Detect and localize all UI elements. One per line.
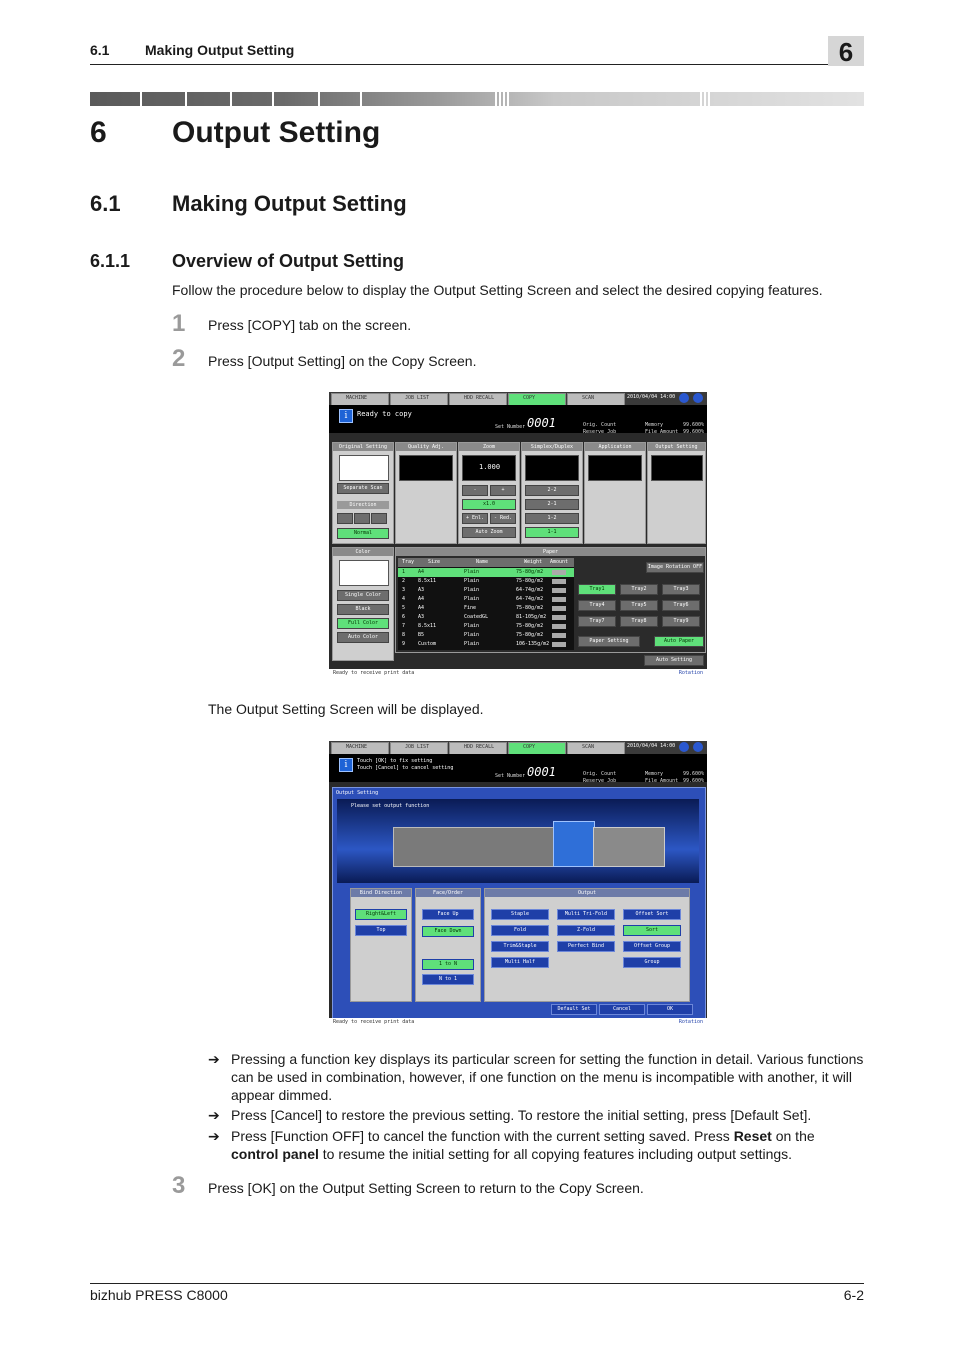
- tray-select-button[interactable]: Tray4: [578, 600, 616, 611]
- auto-setting-button[interactable]: Auto Setting: [644, 655, 704, 666]
- file-amount-label: File Amount: [645, 429, 679, 435]
- paper-amount-indicator: [552, 588, 566, 593]
- image-rotation-button[interactable]: Image Rotation OFF: [646, 562, 704, 573]
- help-icon[interactable]: [679, 393, 689, 403]
- tray-row[interactable]: 8 B5 Plain 75-80g/m2: [398, 631, 574, 640]
- datetime: 2010/04/04 14:00: [627, 743, 676, 749]
- color-preview[interactable]: [339, 560, 389, 586]
- note-item: [208, 1127, 864, 1163]
- tray-select-button[interactable]: Tray3: [662, 584, 700, 595]
- direction-button[interactable]: [354, 513, 370, 524]
- simplex-duplex-panel: Simplex/Duplex 2-2 2-1 1-2 1-1: [521, 442, 583, 544]
- reserve-job-label: Reserve Job: [583, 429, 617, 435]
- offset-group-button[interactable]: Offset Group: [623, 941, 681, 952]
- power-icon[interactable]: [693, 742, 703, 752]
- tab-job-list[interactable]: JOB LIST: [390, 742, 448, 755]
- output-setting-preview[interactable]: [651, 455, 703, 481]
- memory-label: Memory: [645, 771, 664, 777]
- tray-row[interactable]: 3 A3 Plain 64-74g/m2: [398, 586, 574, 595]
- file-amount-value: 99.600%: [683, 778, 705, 784]
- datetime: 2010/04/04 14:00: [627, 394, 676, 400]
- enlarge-button[interactable]: + Enl.: [462, 513, 488, 524]
- step-text: Press [OK] on the Output Setting Screen to return to the Copy Screen.: [208, 1180, 644, 1196]
- application-panel: Application: [584, 442, 646, 544]
- fold-button[interactable]: Fold: [491, 925, 549, 936]
- auto-zoom-button[interactable]: Auto Zoom: [462, 527, 516, 538]
- tab-scan[interactable]: SCAN: [567, 742, 625, 755]
- duplex-2-1-button[interactable]: 2-1: [525, 499, 579, 510]
- step-text: Press [Output Setting] on the Copy Screen.: [208, 353, 477, 369]
- memory-value: 99.600%: [683, 771, 705, 777]
- tab-scan[interactable]: SCAN: [567, 393, 625, 406]
- chapter-decoration-bar: [90, 92, 864, 106]
- face-up-button[interactable]: Face Up: [422, 909, 474, 920]
- zoom-display[interactable]: 1.000: [462, 455, 516, 481]
- quality-preview[interactable]: [399, 455, 453, 481]
- step-number: 2: [172, 345, 186, 372]
- note-text: Press [Function OFF] to cancel the function with the current setting saved. Press Reset on the control panel to resume the initial setting for all copying features including output settings.: [231, 1128, 815, 1162]
- intro-paragraph: Follow the procedure below to display the Output Setting Screen and select the desired copying features.: [172, 282, 823, 298]
- subsection-number: 6.1.1: [90, 251, 131, 271]
- staple-button[interactable]: Staple: [491, 909, 549, 920]
- duplex-preview[interactable]: [525, 455, 579, 481]
- set-number-label: Set Number: [495, 773, 526, 779]
- subsection-title: Overview of Output Setting: [172, 251, 405, 271]
- machine-illustration: [337, 799, 699, 883]
- auto-color-button[interactable]: Auto Color: [337, 632, 389, 643]
- main-body-icon: [593, 827, 665, 867]
- note-item: [208, 1106, 864, 1124]
- paper-amount-indicator: [552, 597, 566, 602]
- duplex-1-1-button[interactable]: 1-1: [525, 527, 579, 538]
- original-preview[interactable]: [339, 455, 389, 481]
- tray-select-button[interactable]: Tray7: [578, 616, 616, 627]
- tab-bar: [329, 392, 707, 405]
- quality-adj-panel: Quality Adj.: [395, 442, 457, 544]
- tab-bar: [329, 741, 707, 754]
- bind-right-left-button[interactable]: Right&Left: [355, 909, 407, 920]
- set-number-label: Set Number: [495, 424, 526, 430]
- separate-scan-button[interactable]: Separate Scan: [337, 483, 389, 494]
- note-item: [208, 1050, 864, 1104]
- tray-row[interactable]: 1 A4 Plain 75-80g/m2: [398, 568, 574, 577]
- result-text: The Output Setting Screen will be displayed.: [208, 701, 484, 717]
- status-message: Ready to copy: [357, 410, 412, 418]
- color-panel: Color Single Color Black Full Color Auto Color: [332, 547, 394, 661]
- power-icon[interactable]: [693, 393, 703, 403]
- z-fold-button[interactable]: Z-Fold: [557, 925, 615, 936]
- group-button[interactable]: Group: [623, 957, 681, 968]
- trim-staple-button[interactable]: Trim&Staple: [491, 941, 549, 952]
- arrow-icon: ➔: [208, 1128, 220, 1144]
- ok-button[interactable]: OK: [647, 1004, 693, 1015]
- memory-label: Memory: [645, 422, 664, 428]
- reserve-job-label: Reserve Job: [583, 778, 617, 784]
- tray-row[interactable]: 2 8.5x11 Plain 75-80g/m2: [398, 577, 574, 586]
- tray-select-button[interactable]: Tray9: [662, 616, 700, 627]
- status-message-line1: Touch [OK] to fix setting: [357, 758, 433, 764]
- tray-row[interactable]: 6 A3 CoatedGL 81-105g/m2: [398, 613, 574, 622]
- multi-tri-fold-button[interactable]: Multi Tri-Fold: [557, 909, 615, 920]
- chapter-title: Output Setting: [172, 116, 381, 149]
- paper-amount-indicator: [552, 624, 566, 629]
- paper-amount-indicator: [552, 633, 566, 638]
- bind-top-button[interactable]: Top: [355, 925, 407, 936]
- offset-sort-button[interactable]: Offset Sort: [623, 909, 681, 920]
- paper-amount-indicator: [552, 615, 566, 620]
- tray-table: [398, 558, 574, 650]
- header-section-number: 6.1: [90, 42, 110, 58]
- footer-page-number: 6-2: [843, 1287, 864, 1303]
- tray-select-button[interactable]: Tray1: [578, 584, 616, 595]
- face-down-button[interactable]: Face Down: [422, 926, 474, 937]
- arrow-icon: ➔: [208, 1107, 220, 1123]
- status-bar: Ready to receive print data Rotation: [329, 669, 707, 677]
- paper-amount-indicator: [552, 642, 566, 647]
- tab-machine[interactable]: MACHINE: [331, 393, 389, 406]
- tray-select-button[interactable]: Tray6: [662, 600, 700, 611]
- duplex-2-2-button[interactable]: 2-2: [525, 485, 579, 496]
- set-number-value: 0001: [527, 765, 556, 779]
- chapter-number: 6: [90, 116, 107, 149]
- application-preview[interactable]: [588, 455, 642, 481]
- tab-hdd-recall[interactable]: HDD RECALL: [449, 742, 507, 755]
- tab-machine[interactable]: MACHINE: [331, 742, 389, 755]
- tray-row[interactable]: 5 A4 Fine 75-80g/m2: [398, 604, 574, 613]
- help-icon[interactable]: [679, 742, 689, 752]
- arrow-icon: ➔: [208, 1051, 220, 1067]
- direction-button[interactable]: [371, 513, 387, 524]
- step-text: Press [COPY] tab on the screen.: [208, 317, 412, 333]
- orig-count-label: Orig. Count: [583, 422, 617, 428]
- tab-copy[interactable]: COPY: [508, 393, 566, 406]
- zoom-panel: Zoom 1.000 - + x1.0 + Enl. - Red. Auto Zoom: [458, 442, 520, 544]
- memory-value: 99.600%: [683, 422, 705, 428]
- face-order-panel: Face/Order Face Up Face Down 1 to N N to 1: [415, 888, 481, 1002]
- header-section-title: Making Output Setting: [145, 42, 295, 58]
- footer-product: bizhub PRESS C8000: [90, 1287, 228, 1303]
- tab-job-list[interactable]: JOB LIST: [390, 393, 448, 406]
- output-panel: Output Staple Fold Trim&Staple Multi Half Multi Tri-Fold Z-Fold Perfect Bind Offset Sort Sort Offset Group Group: [484, 888, 690, 1002]
- chapter-badge: 6: [828, 36, 864, 66]
- tray-select-button[interactable]: Tray5: [620, 600, 658, 611]
- section-title: Making Output Setting: [172, 191, 407, 216]
- duplex-1-2-button[interactable]: 1-2: [525, 513, 579, 524]
- default-set-button[interactable]: Default Set: [551, 1004, 597, 1015]
- output-setting-dialog: [332, 787, 706, 1019]
- bind-direction-panel: Bind Direction Right&Left Top: [350, 888, 412, 1002]
- n-to-one-button[interactable]: N to 1: [422, 974, 474, 985]
- paper-amount-indicator: [552, 579, 566, 584]
- step-number: 3: [172, 1172, 186, 1199]
- zoom-plus-button[interactable]: +: [490, 485, 516, 496]
- step-number: 1: [172, 310, 186, 337]
- info-icon: i: [339, 409, 353, 423]
- output-setting-panel: Output Setting: [647, 442, 706, 544]
- set-number-value: 0001: [527, 416, 556, 430]
- black-button[interactable]: Black: [337, 604, 389, 615]
- copy-screen-screenshot: [329, 392, 707, 677]
- original-setting-panel: Original Setting Separate Scan Direction Normal: [332, 442, 394, 544]
- output-setting-screenshot: [329, 741, 707, 1026]
- paper-amount-indicator: [552, 570, 566, 575]
- perfect-bind-button[interactable]: Perfect Bind: [557, 941, 615, 952]
- dialog-instruction: Please set output function: [351, 803, 430, 809]
- zoom-x1-button[interactable]: x1.0: [462, 499, 516, 510]
- tray-select-button[interactable]: Tray8: [620, 616, 658, 627]
- reset-key-label: Reset: [733, 1128, 772, 1144]
- finisher-icon: [393, 827, 555, 867]
- header-rule: [90, 64, 864, 65]
- note-text: Pressing a function key displays its particular screen for setting the function in detail. Various functions can be used in combination, however, if one function on the menu is incompatible with another, it will appear dimmed.: [231, 1051, 864, 1103]
- cancel-button[interactable]: Cancel: [599, 1004, 645, 1015]
- orig-count-label: Orig. Count: [583, 771, 617, 777]
- paper-amount-indicator: [552, 606, 566, 611]
- one-to-n-button[interactable]: 1 to N: [422, 959, 474, 970]
- tray-row[interactable]: 7 8.5x11 Plain 75-80g/m2: [398, 622, 574, 631]
- reduce-button[interactable]: - Red.: [490, 513, 516, 524]
- status-bar: Ready to receive print data Rotation: [329, 1018, 707, 1026]
- file-amount-label: File Amount: [645, 778, 679, 784]
- control-panel-label: control panel: [231, 1146, 319, 1162]
- section-number: 6.1: [90, 191, 121, 216]
- dialog-title: Output Setting: [336, 790, 379, 796]
- footer-rule: [90, 1283, 864, 1284]
- auto-paper-button[interactable]: Auto Paper: [654, 636, 704, 647]
- sort-button[interactable]: Sort: [623, 925, 681, 936]
- tray-row[interactable]: 9 Custom Plain 106-135g/m2: [398, 640, 574, 649]
- tab-copy[interactable]: COPY: [508, 742, 566, 755]
- multi-half-button[interactable]: Multi Half: [491, 957, 549, 968]
- tray-row[interactable]: 4 A4 Plain 64-74g/m2: [398, 595, 574, 604]
- normal-button[interactable]: Normal: [337, 528, 389, 539]
- info-icon: i: [339, 758, 353, 772]
- status-message-line2: Touch [Cancel] to cancel setting: [357, 765, 454, 771]
- press-unit-icon: [553, 821, 595, 867]
- single-color-button[interactable]: Single Color: [337, 590, 389, 601]
- full-color-button[interactable]: Full Color: [337, 618, 389, 629]
- file-amount-value: 99.600%: [683, 429, 705, 435]
- paper-setting-button[interactable]: Paper Setting: [578, 636, 640, 647]
- tray-select-button[interactable]: Tray2: [620, 584, 658, 595]
- direction-button[interactable]: [337, 513, 353, 524]
- tab-hdd-recall[interactable]: HDD RECALL: [449, 393, 507, 406]
- tray-table-header: Tray Size Name Weight Amount: [398, 558, 574, 567]
- paper-panel: Paper Tray Size Name Weight Amount 1 A4 Plain 75-80g/m2 2 8.5x11 Plain 75-80g/m2 3 A3 Plain 64-74g/m2 4 A4 Plain 64-74g/m2 5 A4 Fine 75-80g/m2 6 A3 CoatedGL 81-105g/m2 7 8.5x11 Plain 75-80g/m2 8 B5 Plain 75-80g/m2 9 Custom Plain 106-135g/m2 Image Rotation OFF Tray1 Tray2 Tray3 Tray4 Tray5 Tray6 Tray7 Tray8 Tray9 Paper Setting Auto Paper: [395, 547, 706, 653]
- zoom-minus-button[interactable]: -: [462, 485, 488, 496]
- note-text: Press [Cancel] to restore the previous setting. To restore the initial setting, press [Default Set].: [231, 1107, 812, 1123]
